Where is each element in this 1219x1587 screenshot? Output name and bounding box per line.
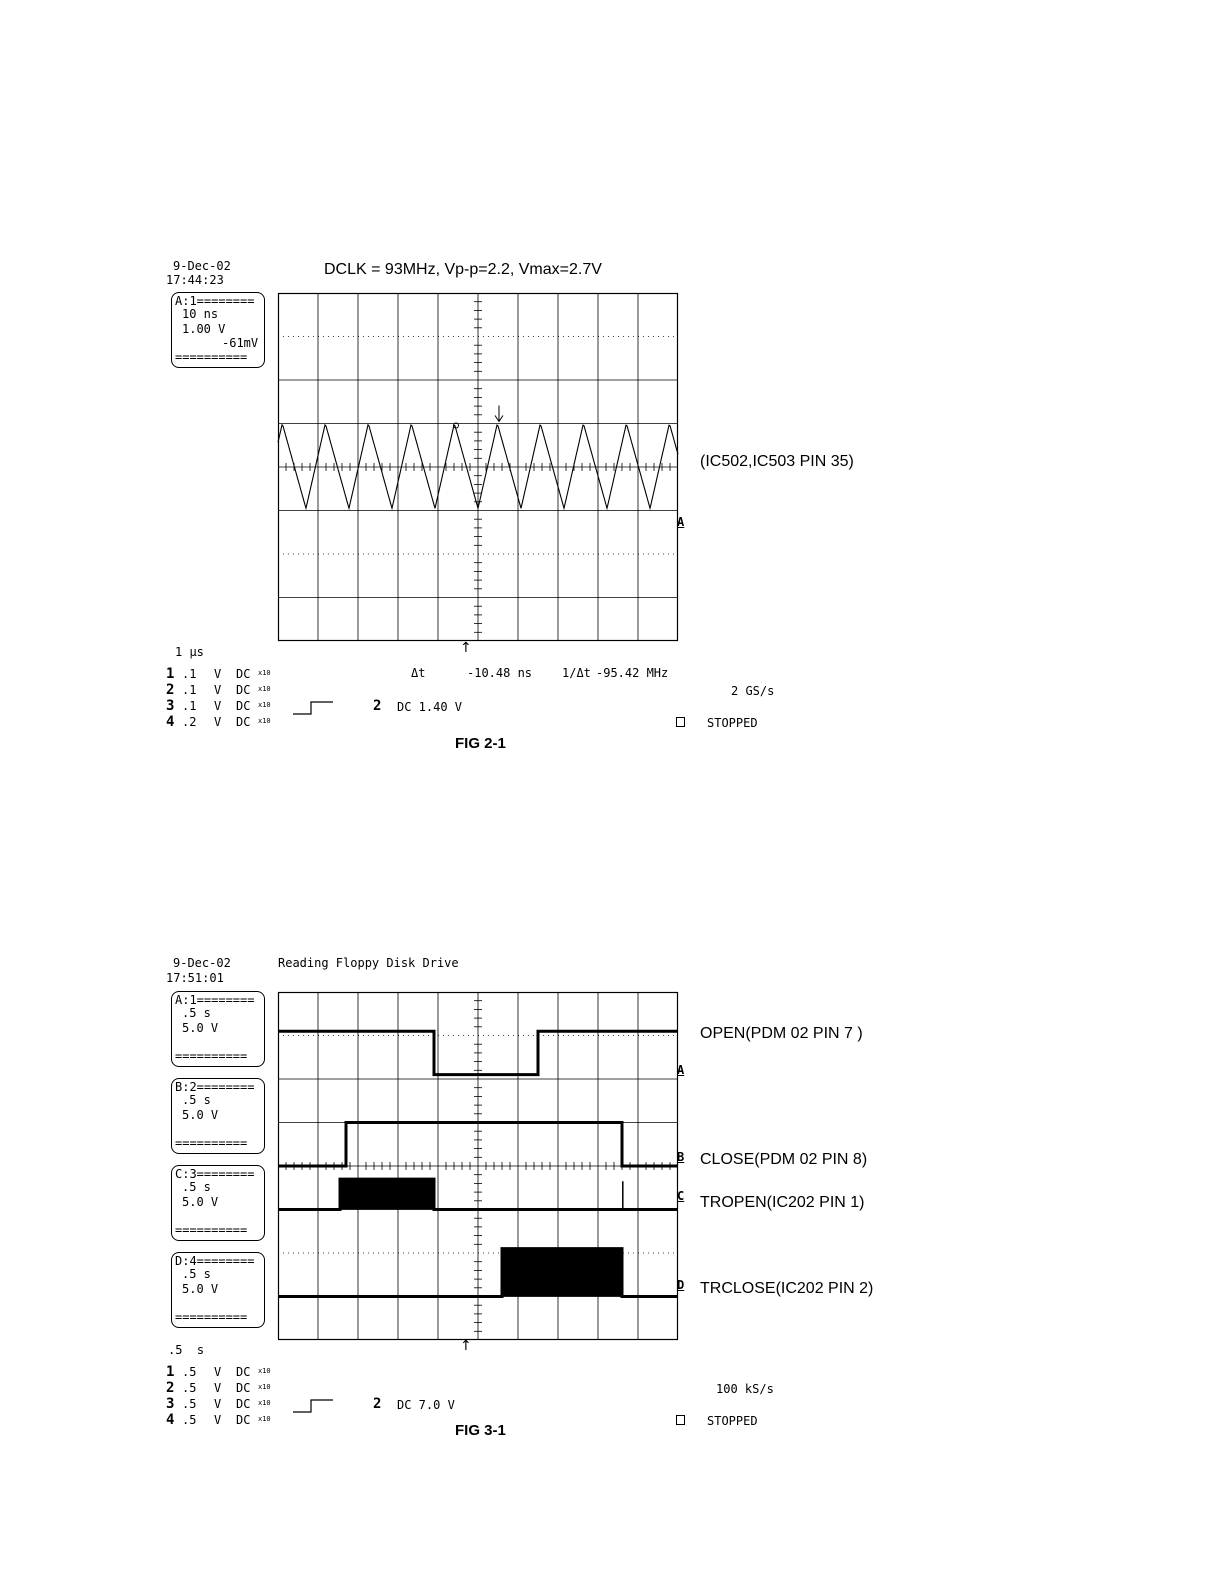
delta-t-label: Δt — [411, 666, 426, 680]
channel-coupling: DC — [236, 699, 251, 713]
trigger-level: DC 1.40 V — [397, 700, 463, 714]
channel-number: 1 — [166, 1364, 175, 1380]
scope2-time: 17:51:01 — [166, 971, 224, 985]
scope1-trace-marker: A — [677, 515, 685, 529]
trigger-edge-icon — [293, 1398, 335, 1414]
scope2-timebase-label: .5 s — [168, 1343, 205, 1357]
channel-number: 4 — [166, 1412, 175, 1428]
channel-unit: V — [214, 1413, 222, 1427]
channel-coupling: DC — [236, 667, 251, 681]
channel-coupling: DC — [236, 1381, 251, 1395]
channel-number: 2 — [166, 1380, 175, 1396]
channel-box-header: D:4======== — [175, 1254, 255, 1268]
signal-label-tropen: TROPEN(IC202 PIN 1) — [700, 1194, 865, 1211]
channel-probe: x10 — [258, 717, 271, 725]
scope2-channel-box-d — [171, 1252, 265, 1328]
channel-box-header: C:3======== — [175, 1167, 255, 1181]
channel-box-header: B:2======== — [175, 1080, 255, 1094]
channel-coupling: DC — [236, 1365, 251, 1379]
channel-box-volts: 5.0 V — [182, 1021, 219, 1035]
channel-box-footer: ========== — [175, 350, 248, 364]
channel-number: 4 — [166, 714, 175, 730]
channel-box-volts: 1.00 V — [182, 322, 226, 336]
channel-coupling: DC — [236, 1413, 251, 1427]
scope2-date: 9-Dec-02 — [173, 956, 231, 970]
channel-number: 1 — [166, 666, 175, 682]
channel-box-volts: 5.0 V — [182, 1195, 219, 1209]
scope1-timebase-label: 1 μs — [175, 645, 204, 659]
scope1-title: DCLK = 93MHz, Vp-p=2.2, Vmax=2.7V — [324, 261, 602, 278]
scope2-channel-box-b — [171, 1078, 265, 1154]
channel-scale: .5 — [182, 1365, 197, 1379]
channel-scale: .5 — [182, 1397, 197, 1411]
scope2-channel-box-a — [171, 991, 265, 1067]
trace-marker-b: B — [677, 1150, 685, 1164]
trigger-position-arrow: ↑ — [460, 1338, 472, 1354]
channel-number: 3 — [166, 698, 175, 714]
channel-probe: x10 — [258, 701, 271, 709]
scope1-signal-label: (IC502,IC503 PIN 35) — [700, 453, 854, 470]
channel-box-footer: ========== — [175, 1310, 248, 1324]
channel-scale: .1 — [182, 699, 197, 713]
series-line-tropen-burst — [340, 1179, 434, 1209]
trigger-position-arrow: ↑ — [460, 640, 472, 656]
trace-marker-c: C — [677, 1189, 685, 1203]
trigger-channel: 2 — [373, 1396, 382, 1412]
channel-unit: V — [214, 683, 222, 697]
series-line-trclose-burst — [502, 1249, 622, 1297]
acquisition-status: STOPPED — [707, 1414, 758, 1428]
channel-scale: .5 — [182, 1413, 197, 1427]
signal-label-open: OPEN(PDM 02 PIN 7 ) — [700, 1025, 863, 1042]
channel-unit: V — [214, 1397, 222, 1411]
scope1-time: 17:44:23 — [166, 273, 224, 287]
freq-label: 1/Δt — [562, 666, 591, 680]
acquisition-status: STOPPED — [707, 716, 758, 730]
trace-marker-d: D — [677, 1278, 685, 1292]
channel-number: 3 — [166, 1396, 175, 1412]
scope1-graticule — [278, 293, 678, 641]
freq-value: -95.42 MHz — [596, 666, 669, 680]
scope1-date: 9-Dec-02 — [173, 259, 231, 273]
trigger-level: DC 7.0 V — [397, 1398, 455, 1412]
channel-unit: V — [214, 699, 222, 713]
scope2-channel-box-c — [171, 1165, 265, 1241]
channel-scale: .5 — [182, 1381, 197, 1395]
channel-scale: .1 — [182, 683, 197, 697]
scope2-title: Reading Floppy Disk Drive — [278, 956, 459, 970]
channel-unit: V — [214, 1365, 222, 1379]
channel-box-header: A:1======== — [175, 294, 255, 308]
channel-number: 2 — [166, 682, 175, 698]
channel-box-footer: ========== — [175, 1223, 248, 1237]
channel-box-footer: ========== — [175, 1049, 248, 1063]
channel-unit: V — [214, 1381, 222, 1395]
channel-box-timebase: .5 s — [182, 1180, 211, 1194]
figure-label: FIG 2-1 — [455, 735, 506, 752]
channel-unit: V — [214, 667, 222, 681]
channel-box-offset: -61mV — [222, 336, 259, 350]
channel-unit: V — [214, 715, 222, 729]
channel-box-header: A:1======== — [175, 993, 255, 1007]
channel-probe: x10 — [258, 1415, 271, 1423]
channel-box-footer: ========== — [175, 1136, 248, 1150]
channel-scale: .1 — [182, 667, 197, 681]
sample-rate: 2 GS/s — [731, 684, 775, 698]
signal-label-close: CLOSE(PDM 02 PIN 8) — [700, 1151, 868, 1168]
channel-box-timebase: .5 s — [182, 1267, 211, 1281]
signal-label-trclose: TRCLOSE(IC202 PIN 2) — [700, 1280, 874, 1297]
figure-label: FIG 3-1 — [455, 1422, 506, 1439]
scope2-graticule — [278, 992, 678, 1340]
delta-t-value: -10.48 ns — [467, 666, 533, 680]
channel-box-volts: 5.0 V — [182, 1282, 219, 1296]
channel-probe: x10 — [258, 685, 271, 693]
trigger-edge-icon — [293, 700, 335, 716]
trigger-channel: 2 — [373, 698, 382, 714]
channel-probe: x10 — [258, 1399, 271, 1407]
scope1-channel-box — [171, 292, 265, 368]
channel-box-timebase: .5 s — [182, 1006, 211, 1020]
channel-box-timebase: .5 s — [182, 1093, 211, 1107]
channel-probe: x10 — [258, 669, 271, 677]
channel-coupling: DC — [236, 715, 251, 729]
channel-coupling: DC — [236, 1397, 251, 1411]
stop-indicator-icon — [676, 717, 685, 727]
stop-indicator-icon — [676, 1415, 685, 1425]
channel-coupling: DC — [236, 683, 251, 697]
sample-rate: 100 kS/s — [716, 1382, 774, 1396]
channel-scale: .2 — [182, 715, 197, 729]
channel-probe: x10 — [258, 1367, 271, 1375]
channel-box-timebase: 10 ns — [182, 307, 219, 321]
channel-probe: x10 — [258, 1383, 271, 1391]
trace-marker-a: A — [677, 1063, 685, 1077]
channel-box-volts: 5.0 V — [182, 1108, 219, 1122]
